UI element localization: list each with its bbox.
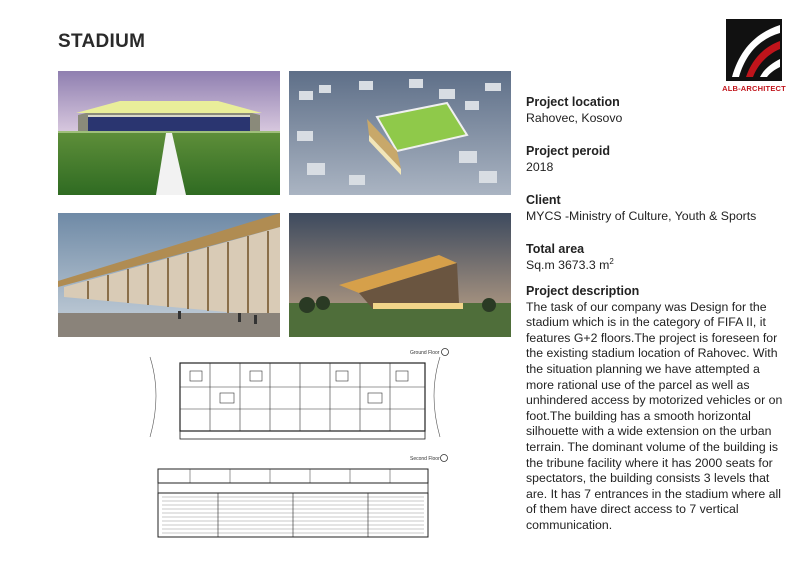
project-period-heading: Project peroid [526,144,611,158]
second-floor-plan [140,453,450,543]
total-area-heading: Total area [526,242,585,256]
project-description-text: The task of our company was Design for the stadium which is in the category of FIFA II, it features G+2 floors.The project is foreseen for the existing stadium location of Rahovec. With the situation planning we have attempted a more rational use of the parcel as well as unhindered access by motorized vehicles or on foot.The building has a smooth horizontal silhouette with a wide extension on the urban terrain. The dominant volume of the building is the tribune facility where it has 2000 seats for spectators, the building consists 3 levels that are. It has 7 entrances in the stadium where all of them have direct access to 7 vertical communication. [526,299,783,532]
project-period-value: 2018 [526,159,554,174]
client-value: MYCS -Ministry of Culture, Youth & Sports [526,208,757,223]
render-dusk-view [289,213,511,337]
ground-floor-plan [140,347,460,445]
render-aerial-view [289,71,511,195]
second-floor-label: Second Floor [410,456,440,462]
client-heading: Client [526,193,561,207]
project-period-section [526,144,788,175]
total-area-text: Sq.m 3673.3 m [526,257,610,272]
ground-floor-label: Ground Floor [410,350,440,356]
total-area-unit-sup: 2 [609,256,614,266]
render-pitch-view [58,71,280,195]
project-description-heading: Project description [526,284,640,298]
total-area-section [526,242,788,273]
project-location-section [526,95,788,126]
project-location-heading: Project location [526,95,620,109]
page-title: STADIUM [58,31,146,52]
project-location-value: Rahovec, Kosovo [526,110,623,125]
project-description-section [526,284,788,534]
total-area-value [526,258,788,274]
client-section [526,193,788,224]
render-facade-view [58,213,280,337]
logo-label: ALB-ARCHITECT [722,84,786,93]
